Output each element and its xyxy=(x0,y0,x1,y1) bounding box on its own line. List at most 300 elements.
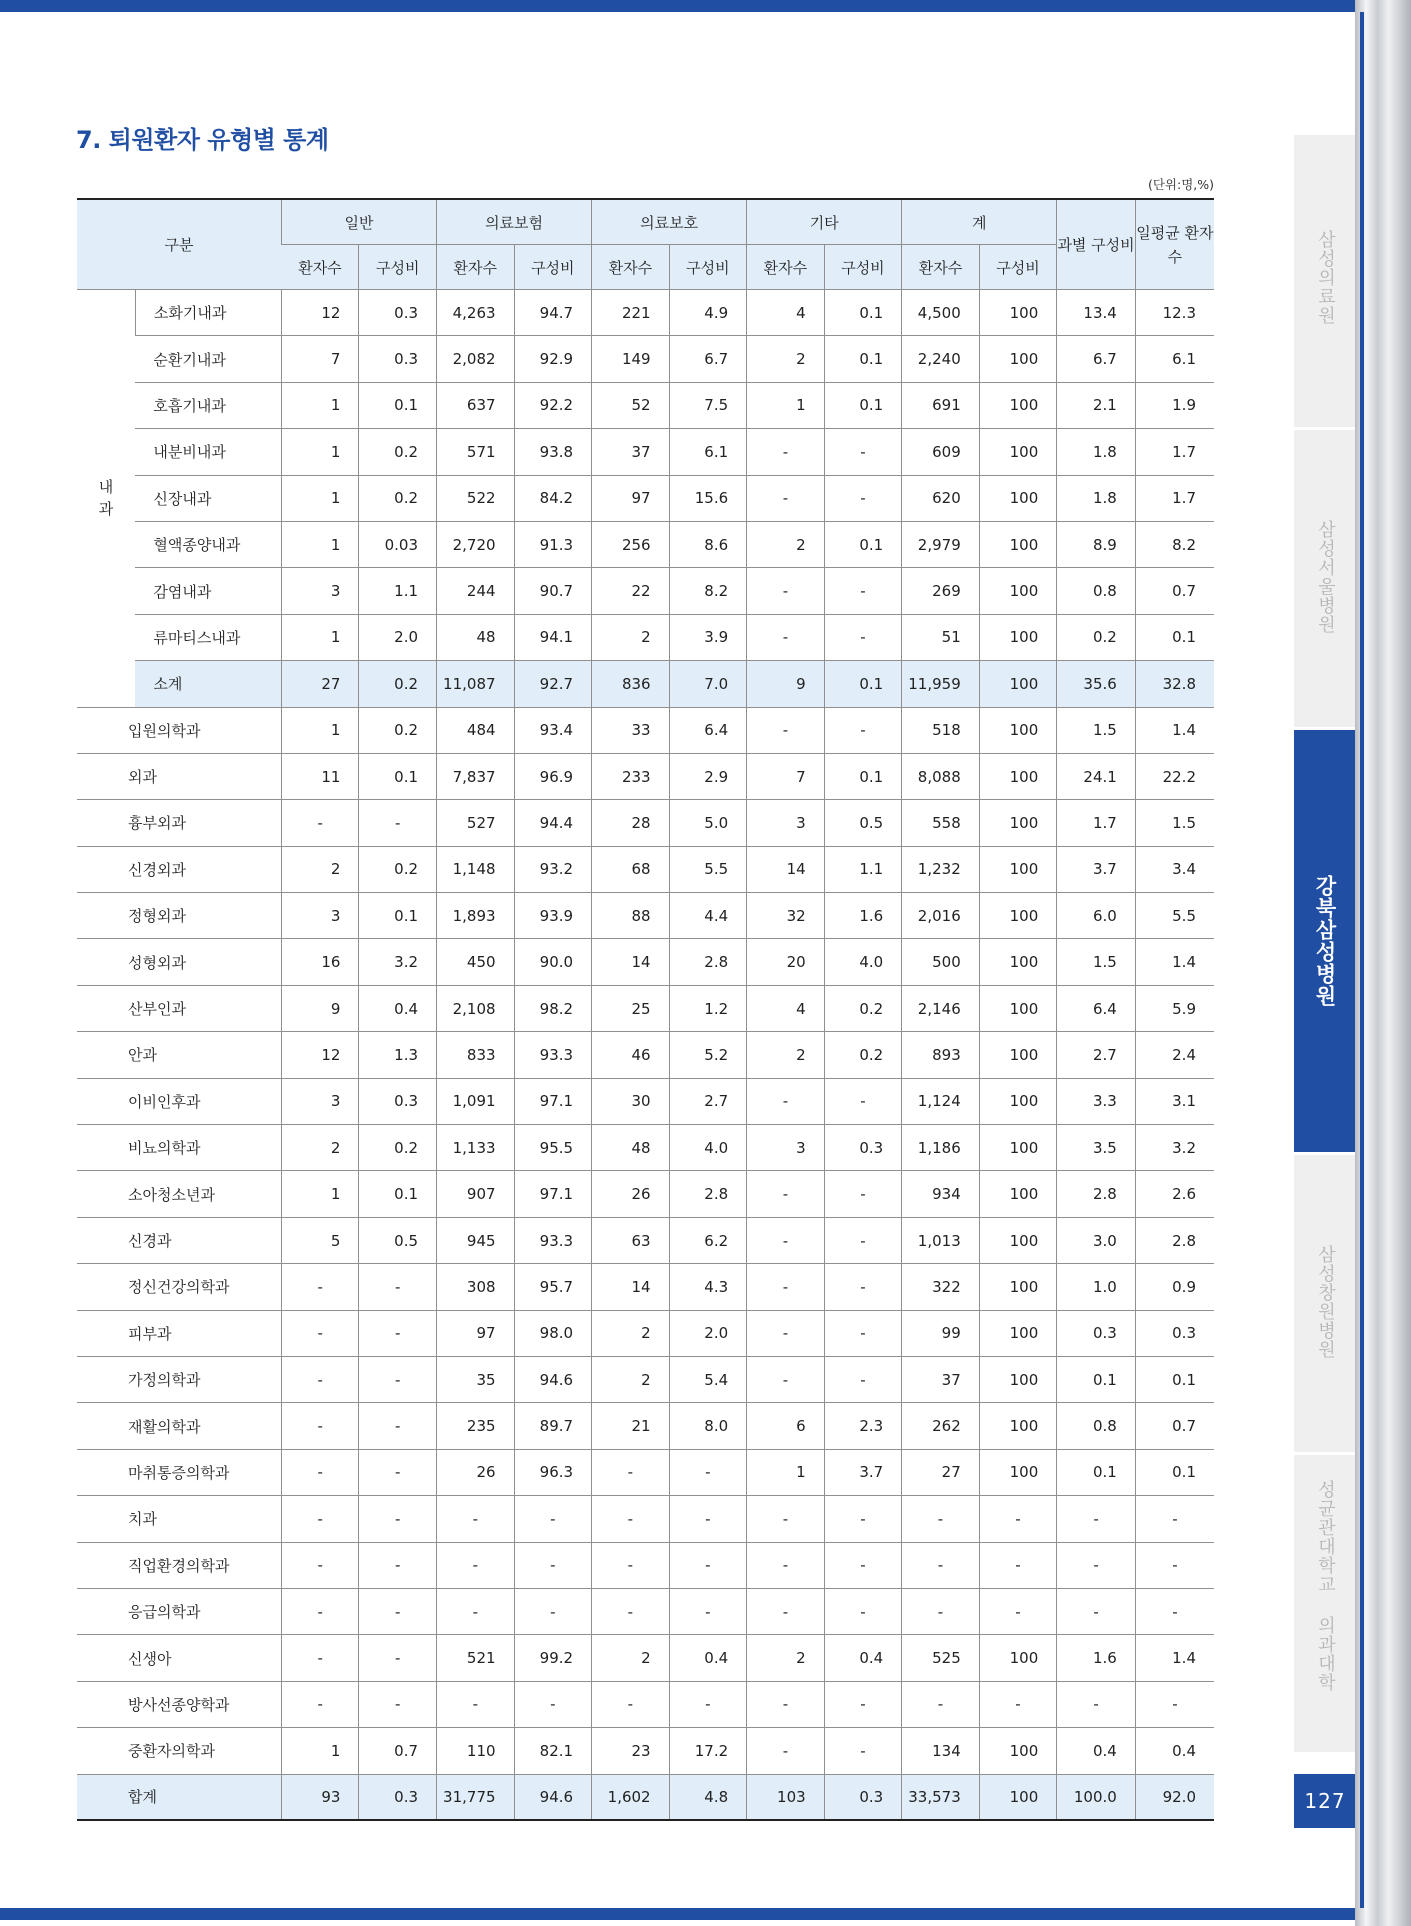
table-cell: 691 xyxy=(902,382,980,428)
table-cell: - xyxy=(1135,1681,1214,1727)
table-cell: 833 xyxy=(437,1032,515,1078)
table-cell: 0.1 xyxy=(359,753,437,799)
table-row xyxy=(77,800,1214,846)
group-label-internal-medicine: 내 과 xyxy=(77,290,135,708)
table-cell: - xyxy=(281,1449,359,1495)
table-cell: 22.2 xyxy=(1135,753,1214,799)
table-cell: - xyxy=(281,1588,359,1634)
row-label: 산부인과 xyxy=(77,985,281,1031)
unit-note: (단위:명,%) xyxy=(1147,177,1214,192)
table-cell: 0.7 xyxy=(1135,1403,1214,1449)
table-cell: 945 xyxy=(437,1217,515,1263)
table-cell: 934 xyxy=(902,1171,980,1217)
table-cell: 0.1 xyxy=(824,661,902,707)
table-cell: - xyxy=(514,1681,592,1727)
table-cell: - xyxy=(824,1171,902,1217)
table-cell: 24.1 xyxy=(1057,753,1136,799)
row-label: 성형외과 xyxy=(77,939,281,985)
table-cell: 103 xyxy=(747,1774,825,1820)
table-row xyxy=(77,1728,1214,1774)
table-cell: 93.3 xyxy=(514,1217,592,1263)
table-cell: - xyxy=(1057,1496,1136,1542)
table-cell: 244 xyxy=(437,568,515,614)
row-label: 내분비내과 xyxy=(135,429,281,475)
table-cell: - xyxy=(824,475,902,521)
table-cell: 0.3 xyxy=(1057,1310,1136,1356)
row-label: 입원의학과 xyxy=(77,707,281,753)
table-cell: 1,124 xyxy=(902,1078,980,1124)
table-cell: 2 xyxy=(592,1356,670,1402)
side-tab[interactable] xyxy=(1294,727,1356,1152)
table-cell: - xyxy=(514,1588,592,1634)
row-label: 외과 xyxy=(77,753,281,799)
table-cell: 25 xyxy=(592,985,670,1031)
table-cell: - xyxy=(592,1681,670,1727)
table-cell: 907 xyxy=(437,1171,515,1217)
table-cell: 6 xyxy=(747,1403,825,1449)
table-cell: 14 xyxy=(592,1264,670,1310)
table-cell: 0.3 xyxy=(359,290,437,336)
table-cell: 2.0 xyxy=(359,614,437,660)
table-cell: 1,013 xyxy=(902,1217,980,1263)
table-cell: 7 xyxy=(281,336,359,382)
table-cell: 2,016 xyxy=(902,893,980,939)
table-cell: 2 xyxy=(747,1032,825,1078)
table-cell: 0.2 xyxy=(359,429,437,475)
table-row xyxy=(77,382,1214,428)
table-cell: 100 xyxy=(979,1171,1057,1217)
table-cell: 100 xyxy=(979,846,1057,892)
table-cell: 100 xyxy=(979,1264,1057,1310)
table-row xyxy=(77,336,1214,382)
table-cell: 100 xyxy=(979,429,1057,475)
table-cell: 94.6 xyxy=(514,1774,592,1820)
table-cell: - xyxy=(592,1449,670,1495)
table-cell: 0.1 xyxy=(359,893,437,939)
table-cell: 91.3 xyxy=(514,521,592,567)
table-cell: 15.6 xyxy=(669,475,747,521)
table-cell: - xyxy=(824,1356,902,1402)
table-cell: 1 xyxy=(281,429,359,475)
table-row xyxy=(77,1125,1214,1171)
table-cell: 1,186 xyxy=(902,1125,980,1171)
table-cell: 0.03 xyxy=(359,521,437,567)
table-cell: - xyxy=(747,1728,825,1774)
row-label: 소아청소년과 xyxy=(77,1171,281,1217)
table-cell: 6.1 xyxy=(1135,336,1214,382)
table-cell: 0.3 xyxy=(824,1125,902,1171)
table-cell: 100.0 xyxy=(1057,1774,1136,1820)
table-cell: 3 xyxy=(281,893,359,939)
header-insurance: 의료보험 xyxy=(437,199,592,245)
table-cell: 93.4 xyxy=(514,707,592,753)
table-cell: 1 xyxy=(281,1728,359,1774)
table-row xyxy=(77,1449,1214,1495)
table-cell: 134 xyxy=(902,1728,980,1774)
table-cell: 5.0 xyxy=(669,800,747,846)
table-cell: 32 xyxy=(747,893,825,939)
table-cell: 1.5 xyxy=(1057,939,1136,985)
table-cell: 98.0 xyxy=(514,1310,592,1356)
table-cell: 1.6 xyxy=(1057,1635,1136,1681)
table-cell: - xyxy=(824,707,902,753)
table-cell: - xyxy=(824,1264,902,1310)
table-cell: - xyxy=(1057,1542,1136,1588)
table-cell: 27 xyxy=(281,661,359,707)
table-cell: 256 xyxy=(592,521,670,567)
table-cell: - xyxy=(747,707,825,753)
table-cell: 100 xyxy=(979,336,1057,382)
table-cell: 100 xyxy=(979,475,1057,521)
table-cell: 23 xyxy=(592,1728,670,1774)
table-row xyxy=(77,985,1214,1031)
table-cell: 68 xyxy=(592,846,670,892)
table-cell: 500 xyxy=(902,939,980,985)
table-cell: 97 xyxy=(592,475,670,521)
table-cell: - xyxy=(902,1681,980,1727)
table-cell: 7.0 xyxy=(669,661,747,707)
table-cell: 0.2 xyxy=(359,661,437,707)
table-cell: 2,240 xyxy=(902,336,980,382)
table-cell: 48 xyxy=(437,614,515,660)
header-patient-count: 환자수 xyxy=(747,245,825,290)
table-cell: 2,146 xyxy=(902,985,980,1031)
table-cell: 1.8 xyxy=(1057,475,1136,521)
table-row xyxy=(77,475,1214,521)
table-cell: 2.8 xyxy=(669,1171,747,1217)
discharge-stats-table xyxy=(77,198,1214,1821)
table-cell: 8.6 xyxy=(669,521,747,567)
table-cell: 620 xyxy=(902,475,980,521)
side-tab[interactable] xyxy=(1294,427,1356,727)
table-cell: - xyxy=(979,1681,1057,1727)
table-cell: 28 xyxy=(592,800,670,846)
table-cell: 37 xyxy=(902,1356,980,1402)
table-cell: 100 xyxy=(979,707,1057,753)
table-cell: 4 xyxy=(747,985,825,1031)
table-cell: 3.2 xyxy=(359,939,437,985)
table-cell: - xyxy=(747,1356,825,1402)
table-cell: 0.3 xyxy=(824,1774,902,1820)
row-label: 응급의학과 xyxy=(77,1588,281,1634)
table-cell: 6.7 xyxy=(1057,336,1136,382)
row-label: 가정의학과 xyxy=(77,1356,281,1402)
table-row xyxy=(77,1310,1214,1356)
table-cell: 52 xyxy=(592,382,670,428)
table-cell: 94.7 xyxy=(514,290,592,336)
table-cell: 2 xyxy=(281,1125,359,1171)
table-cell: - xyxy=(514,1496,592,1542)
table-cell: - xyxy=(747,475,825,521)
table-cell: 100 xyxy=(979,521,1057,567)
table-cell: - xyxy=(514,1542,592,1588)
table-cell: 0.4 xyxy=(824,1635,902,1681)
table-cell: - xyxy=(824,1542,902,1588)
table-cell: 20 xyxy=(747,939,825,985)
table-cell: 3.7 xyxy=(1057,846,1136,892)
table-cell: 3.3 xyxy=(1057,1078,1136,1124)
table-cell: - xyxy=(281,1356,359,1402)
table-row xyxy=(77,893,1214,939)
table-cell: 2,108 xyxy=(437,985,515,1031)
table-cell: 6.4 xyxy=(1057,985,1136,1031)
table-cell: 0.3 xyxy=(1135,1310,1214,1356)
table-cell: 0.7 xyxy=(1135,568,1214,614)
table-cell: 17.2 xyxy=(669,1728,747,1774)
table-cell: - xyxy=(747,1681,825,1727)
table-cell: 0.2 xyxy=(824,985,902,1031)
table-cell: 0.2 xyxy=(359,707,437,753)
table-cell: - xyxy=(281,1310,359,1356)
table-cell: - xyxy=(1135,1542,1214,1588)
table-cell: - xyxy=(824,1728,902,1774)
table-cell: - xyxy=(359,1542,437,1588)
table-cell: - xyxy=(747,1496,825,1542)
table-cell: 0.1 xyxy=(359,1171,437,1217)
table-cell: 233 xyxy=(592,753,670,799)
table-cell: 521 xyxy=(437,1635,515,1681)
table-cell: 4.3 xyxy=(669,1264,747,1310)
table-cell: 1,602 xyxy=(592,1774,670,1820)
table-cell: 4.0 xyxy=(669,1125,747,1171)
table-cell: - xyxy=(824,1588,902,1634)
table-cell: 2 xyxy=(281,846,359,892)
table-cell: 46 xyxy=(592,1032,670,1078)
table-cell: 4,263 xyxy=(437,290,515,336)
row-label: 류마티스내과 xyxy=(135,614,281,660)
table-row xyxy=(77,521,1214,567)
table-cell: 5 xyxy=(281,1217,359,1263)
table-cell: 1.6 xyxy=(824,893,902,939)
table-cell: 1.7 xyxy=(1135,475,1214,521)
header-medical-aid: 의료보호 xyxy=(592,199,747,245)
table-cell: - xyxy=(747,1264,825,1310)
table-cell: 96.3 xyxy=(514,1449,592,1495)
table-cell: - xyxy=(359,1496,437,1542)
header-other: 기타 xyxy=(747,199,902,245)
table-cell: 33 xyxy=(592,707,670,753)
table-total-row xyxy=(77,1774,1214,1820)
table-row xyxy=(77,707,1214,753)
table-cell: 0.8 xyxy=(1057,1403,1136,1449)
table-cell: 6.1 xyxy=(669,429,747,475)
table-cell: 11,087 xyxy=(437,661,515,707)
table-cell: 92.9 xyxy=(514,336,592,382)
table-cell: 2.4 xyxy=(1135,1032,1214,1078)
table-cell: - xyxy=(669,1449,747,1495)
table-cell: 1.4 xyxy=(1135,939,1214,985)
table-cell: 90.0 xyxy=(514,939,592,985)
table-cell: 3.2 xyxy=(1135,1125,1214,1171)
row-label: 이비인후과 xyxy=(77,1078,281,1124)
table-cell: 2 xyxy=(747,1635,825,1681)
table-cell: 1.4 xyxy=(1135,707,1214,753)
table-cell: 637 xyxy=(437,382,515,428)
row-label: 직업환경의학과 xyxy=(77,1542,281,1588)
row-label: 재활의학과 xyxy=(77,1403,281,1449)
table-cell: - xyxy=(359,1588,437,1634)
table-cell: 63 xyxy=(592,1217,670,1263)
table-cell: 37 xyxy=(592,429,670,475)
table-cell: 2.9 xyxy=(669,753,747,799)
header-ratio: 구성비 xyxy=(514,245,592,290)
table-cell: 97.1 xyxy=(514,1171,592,1217)
table-cell: - xyxy=(359,1635,437,1681)
header-category: 구분 xyxy=(77,199,281,290)
table-cell: - xyxy=(359,1264,437,1310)
table-cell: 1,893 xyxy=(437,893,515,939)
table-cell: 95.5 xyxy=(514,1125,592,1171)
header-patient-count: 환자수 xyxy=(592,245,670,290)
table-cell: - xyxy=(747,1217,825,1263)
table-cell: 1.9 xyxy=(1135,382,1214,428)
row-label: 순환기내과 xyxy=(135,336,281,382)
table-cell: 100 xyxy=(979,1078,1057,1124)
table-cell: - xyxy=(359,1403,437,1449)
table-cell: 0.1 xyxy=(1135,614,1214,660)
row-label: 신경과 xyxy=(77,1217,281,1263)
table-cell: 48 xyxy=(592,1125,670,1171)
table-cell: - xyxy=(669,1542,747,1588)
table-row xyxy=(77,1032,1214,1078)
table-cell: 3.9 xyxy=(669,614,747,660)
row-label: 신경외과 xyxy=(77,846,281,892)
table-cell: - xyxy=(824,1496,902,1542)
table-cell: 90.7 xyxy=(514,568,592,614)
table-cell: 98.2 xyxy=(514,985,592,1031)
table-cell: 33,573 xyxy=(902,1774,980,1820)
table-cell: 0.2 xyxy=(359,475,437,521)
table-cell: 450 xyxy=(437,939,515,985)
header-general: 일반 xyxy=(281,199,436,245)
header-ratio: 구성비 xyxy=(979,245,1057,290)
table-cell: - xyxy=(824,1310,902,1356)
table-cell: - xyxy=(824,1681,902,1727)
table-cell: 100 xyxy=(979,893,1057,939)
table-cell: 14 xyxy=(747,846,825,892)
table-cell: 100 xyxy=(979,1449,1057,1495)
table-cell: - xyxy=(281,800,359,846)
table-cell: 1.7 xyxy=(1057,800,1136,846)
table-cell: 35.6 xyxy=(1057,661,1136,707)
table-cell: 27 xyxy=(902,1449,980,1495)
table-cell: - xyxy=(902,1588,980,1634)
table-cell: 11 xyxy=(281,753,359,799)
table-cell: 100 xyxy=(979,1310,1057,1356)
table-cell: 2.7 xyxy=(1057,1032,1136,1078)
table-cell: 2,979 xyxy=(902,521,980,567)
table-cell: 3.5 xyxy=(1057,1125,1136,1171)
table-cell: 8.2 xyxy=(669,568,747,614)
table-cell: 0.1 xyxy=(824,382,902,428)
table-cell: 30 xyxy=(592,1078,670,1124)
table-cell: 7 xyxy=(747,753,825,799)
table-cell: 1.1 xyxy=(359,568,437,614)
side-tab-label: 삼성창원병원 xyxy=(1315,1245,1336,1359)
table-cell: 2.0 xyxy=(669,1310,747,1356)
table-cell: 26 xyxy=(437,1449,515,1495)
row-label: 안과 xyxy=(77,1032,281,1078)
table-cell: - xyxy=(669,1681,747,1727)
table-cell: 12.3 xyxy=(1135,290,1214,336)
table-cell: 1,148 xyxy=(437,846,515,892)
table-cell: 5.4 xyxy=(669,1356,747,1402)
table-cell: 3.1 xyxy=(1135,1078,1214,1124)
table-cell: 1.5 xyxy=(1135,800,1214,846)
table-row xyxy=(77,1496,1214,1542)
table-cell: 100 xyxy=(979,800,1057,846)
table-cell: 1.0 xyxy=(1057,1264,1136,1310)
table-cell: 97.1 xyxy=(514,1078,592,1124)
table-cell: 0.9 xyxy=(1135,1264,1214,1310)
row-label: 마취통증의학과 xyxy=(77,1449,281,1495)
table-cell: 1,133 xyxy=(437,1125,515,1171)
table-cell: 2 xyxy=(592,1635,670,1681)
table-cell: 100 xyxy=(979,1728,1057,1774)
table-cell: - xyxy=(747,614,825,660)
side-tab[interactable] xyxy=(1294,1452,1356,1752)
table-cell: 6.4 xyxy=(669,707,747,753)
table-cell: 95.7 xyxy=(514,1264,592,1310)
table-cell: 84.2 xyxy=(514,475,592,521)
table-cell: 2.8 xyxy=(1135,1217,1214,1263)
row-label: 혈액종양내과 xyxy=(135,521,281,567)
table-row xyxy=(77,1542,1214,1588)
table-cell: 149 xyxy=(592,336,670,382)
table-cell: 2,720 xyxy=(437,521,515,567)
row-label: 흉부외과 xyxy=(77,800,281,846)
side-tab[interactable] xyxy=(1294,1152,1356,1452)
table-cell: 1 xyxy=(747,382,825,428)
table-cell: 0.4 xyxy=(1135,1728,1214,1774)
table-cell: 0.1 xyxy=(824,336,902,382)
table-cell: 100 xyxy=(979,1403,1057,1449)
table-cell: 2.7 xyxy=(669,1078,747,1124)
table-cell: 2 xyxy=(592,1310,670,1356)
table-cell: 6.2 xyxy=(669,1217,747,1263)
table-cell: 0.4 xyxy=(669,1635,747,1681)
table-cell: 2,082 xyxy=(437,336,515,382)
page-number: 127 xyxy=(1294,1774,1356,1828)
header-patient-count: 환자수 xyxy=(902,245,980,290)
table-cell: 4.4 xyxy=(669,893,747,939)
table-cell: - xyxy=(281,1542,359,1588)
table-cell: 32.8 xyxy=(1135,661,1214,707)
table-cell: 0.7 xyxy=(359,1728,437,1774)
table-cell: 93.9 xyxy=(514,893,592,939)
table-cell: 0.1 xyxy=(1135,1356,1214,1402)
table-cell: 518 xyxy=(902,707,980,753)
table-cell: 14 xyxy=(592,939,670,985)
table-cell: - xyxy=(359,1310,437,1356)
table-cell: 3 xyxy=(281,568,359,614)
table-cell: 558 xyxy=(902,800,980,846)
table-cell: 2 xyxy=(592,614,670,660)
table-cell: 3.4 xyxy=(1135,846,1214,892)
table-cell: - xyxy=(437,1542,515,1588)
table-cell: - xyxy=(1057,1681,1136,1727)
table-cell: 100 xyxy=(979,753,1057,799)
table-cell: 96.9 xyxy=(514,753,592,799)
table-cell: 1 xyxy=(281,707,359,753)
table-cell: 92.0 xyxy=(1135,1774,1214,1820)
table-cell: - xyxy=(359,1449,437,1495)
table-row xyxy=(77,1171,1214,1217)
table-cell: - xyxy=(437,1496,515,1542)
side-tab[interactable] xyxy=(1294,132,1356,427)
table-cell: - xyxy=(281,1264,359,1310)
row-label: 비뇨의학과 xyxy=(77,1125,281,1171)
